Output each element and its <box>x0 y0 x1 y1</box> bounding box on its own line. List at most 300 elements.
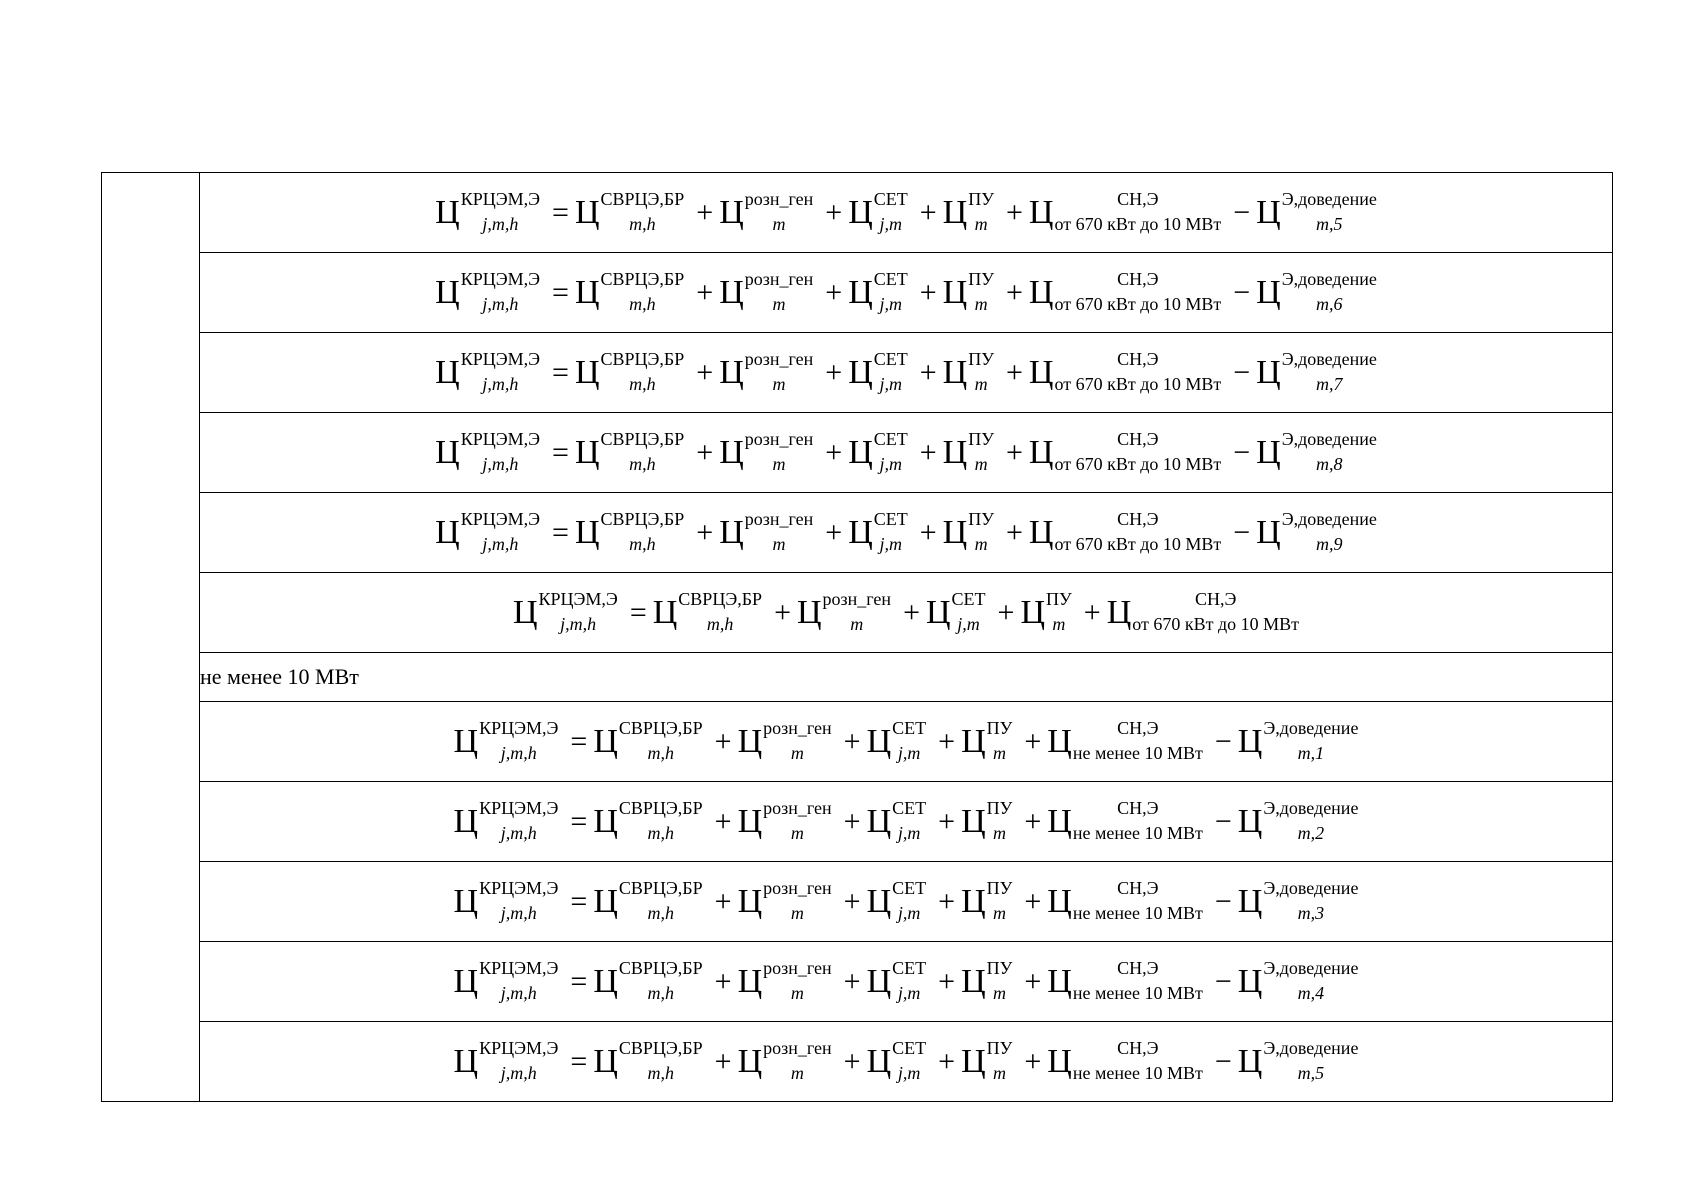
rozn-gen-superscript: розн_ген <box>822 588 892 609</box>
set-subscript: j,m <box>879 453 902 474</box>
set-subscript: j,m <box>897 902 921 923</box>
minus-sign: − <box>1233 355 1251 389</box>
rozn-gen-term <box>719 268 814 314</box>
plus-sign: + <box>1024 964 1042 998</box>
rozn-gen-subscript: m <box>790 1062 804 1083</box>
krcem-subscript: j,m,h <box>500 742 537 763</box>
plus-sign: + <box>696 275 714 309</box>
svrce-subscript: m,h <box>629 453 656 474</box>
rozn-gen-term <box>737 957 832 1003</box>
tsemma-symbol: Ц <box>961 962 986 1000</box>
rozn-gen-superscript: розн_ген <box>744 268 814 289</box>
set-term <box>866 1037 927 1083</box>
sn-subscript: не менее 10 МВт <box>1072 902 1203 923</box>
set-subscript: j,m <box>897 742 921 763</box>
rozn-gen-subscript: m <box>772 213 786 234</box>
svrce-subscript: m,h <box>629 293 656 314</box>
svrce-subscript: m,h <box>647 822 675 843</box>
tsemma-symbol: Ц <box>866 722 892 760</box>
rozn-gen-term <box>719 188 814 234</box>
tsemma-symbol: Ц <box>848 433 873 471</box>
set-subscript: j,m <box>879 373 902 394</box>
dovedenie-subscript: m,5 <box>1316 213 1343 234</box>
formula-cell <box>200 173 1613 253</box>
rozn-gen-term <box>719 348 814 394</box>
pu-superscript: ПУ <box>968 348 994 369</box>
svrce-term <box>593 1037 703 1083</box>
plus-sign: + <box>843 1044 861 1078</box>
tsemma-symbol: Ц <box>866 882 892 920</box>
svrce-subscript: m,h <box>629 373 656 394</box>
formula <box>435 428 1377 474</box>
dovedenie-term <box>1256 188 1377 234</box>
rozn-gen-term <box>719 508 814 554</box>
dovedenie-term <box>1237 797 1359 843</box>
plus-sign: + <box>825 275 843 309</box>
pu-superscript: ПУ <box>968 508 994 529</box>
table-row <box>102 942 1613 1022</box>
tsemma-symbol: Ц <box>453 882 479 920</box>
pu-subscript: m <box>1052 613 1066 634</box>
tsemma-symbol: Ц <box>593 962 618 1000</box>
formula <box>435 188 1377 234</box>
sn-superscript: СН,Э <box>1117 717 1159 738</box>
formula <box>453 1037 1359 1083</box>
equals-sign: = <box>552 355 569 389</box>
pu-term <box>1020 588 1072 634</box>
tsemma-symbol: Ц <box>574 433 600 471</box>
set-term <box>848 348 908 394</box>
tsemma-symbol: Ц <box>942 513 968 551</box>
pu-subscript: m <box>974 373 988 394</box>
svrce-term <box>574 508 685 554</box>
svrce-term <box>574 428 685 474</box>
plus-sign: + <box>997 595 1015 629</box>
krcem-term <box>453 717 559 763</box>
formula <box>435 508 1377 554</box>
pu-subscript: m <box>993 902 1006 923</box>
tsemma-symbol: Ц <box>1020 593 1046 631</box>
sn-subscript: от 670 кВт до 10 МВт <box>1054 293 1222 314</box>
pu-superscript: ПУ <box>986 717 1013 738</box>
plus-sign: + <box>825 515 843 549</box>
set-term <box>848 188 908 234</box>
rozn-gen-superscript: розн_ген <box>763 797 832 818</box>
rozn-gen-superscript: розн_ген <box>763 957 832 978</box>
formula-cell <box>200 493 1613 573</box>
sn-superscript: СН,Э <box>1117 268 1159 289</box>
pu-superscript: ПУ <box>1046 588 1072 609</box>
set-subscript: j,m <box>879 533 902 554</box>
pu-subscript: m <box>974 533 988 554</box>
tsemma-symbol: Ц <box>1028 433 1054 471</box>
plus-sign: + <box>714 724 732 758</box>
rozn-gen-subscript: m <box>790 742 804 763</box>
pu-superscript: ПУ <box>986 957 1013 978</box>
rozn-gen-subscript: m <box>850 613 864 634</box>
formula-cell <box>200 1022 1613 1102</box>
rozn-gen-subscript: m <box>772 533 786 554</box>
rozn-gen-term <box>737 877 832 923</box>
equals-sign: = <box>570 964 588 998</box>
dovedenie-subscript: m,2 <box>1297 822 1325 843</box>
tsemma-symbol: Ц <box>1047 1042 1072 1080</box>
set-term <box>925 588 986 634</box>
dovedenie-subscript: m,7 <box>1316 373 1343 394</box>
minus-sign: − <box>1214 804 1232 838</box>
tsemma-symbol: Ц <box>719 273 744 311</box>
tsemma-symbol: Ц <box>593 1042 618 1080</box>
svrce-term <box>593 797 703 843</box>
tsemma-symbol: Ц <box>866 962 892 1000</box>
tsemma-symbol: Ц <box>453 1042 479 1080</box>
svrce-superscript: СВРЦЭ,БР <box>600 508 685 529</box>
tsemma-symbol: Ц <box>737 962 763 1000</box>
minus-sign: − <box>1233 515 1251 549</box>
rozn-gen-superscript: розн_ген <box>744 508 814 529</box>
plus-sign: + <box>696 195 714 229</box>
tsemma-symbol: Ц <box>593 722 618 760</box>
plus-sign: + <box>714 804 732 838</box>
krcem-subscript: j,m,h <box>482 533 519 554</box>
sn-subscript: от 670 кВт до 10 МВт <box>1054 453 1222 474</box>
krcem-term <box>453 797 559 843</box>
svrce-term <box>593 877 703 923</box>
rozn-gen-subscript: m <box>772 373 786 394</box>
rozn-gen-term <box>796 588 892 634</box>
tsemma-symbol: Ц <box>435 433 460 471</box>
tsemma-symbol: Ц <box>435 353 460 391</box>
tsemma-symbol: Ц <box>435 273 460 311</box>
sn-superscript: СН,Э <box>1117 957 1159 978</box>
set-superscript: СЕТ <box>892 957 927 978</box>
tsemma-symbol: Ц <box>1237 1042 1263 1080</box>
svrce-superscript: СВРЦЭ,БР <box>600 188 685 209</box>
krcem-superscript: КРЦЭМ,Э <box>460 268 541 289</box>
sn-term <box>1047 877 1203 923</box>
set-term <box>848 268 908 314</box>
tsemma-symbol: Ц <box>1237 722 1263 760</box>
set-superscript: СЕТ <box>892 877 927 898</box>
tsemma-symbol: Ц <box>719 433 744 471</box>
dovedenie-term <box>1256 348 1377 394</box>
krcem-term <box>435 188 541 234</box>
krcem-term <box>453 957 559 1003</box>
equals-sign: = <box>570 724 588 758</box>
set-term <box>866 717 927 763</box>
pu-subscript: m <box>993 1062 1006 1083</box>
minus-sign: − <box>1214 964 1232 998</box>
tsemma-symbol: Ц <box>1028 353 1054 391</box>
krcem-term <box>435 268 541 314</box>
sn-term <box>1028 428 1222 474</box>
sn-superscript: СН,Э <box>1117 428 1159 449</box>
set-superscript: СЕТ <box>873 508 908 529</box>
plus-sign: + <box>919 435 937 469</box>
krcem-term <box>435 508 541 554</box>
rozn-gen-term <box>737 797 832 843</box>
equals-sign: = <box>552 275 569 309</box>
formula-cell <box>200 253 1613 333</box>
plus-sign: + <box>1005 355 1023 389</box>
dovedenie-superscript: Э,доведение <box>1281 268 1377 289</box>
svrce-term <box>593 717 703 763</box>
set-subscript: j,m <box>897 822 921 843</box>
svrce-superscript: СВРЦЭ,БР <box>618 717 703 738</box>
dovedenie-superscript: Э,доведение <box>1281 348 1377 369</box>
rozn-gen-superscript: розн_ген <box>744 428 814 449</box>
tsemma-symbol: Ц <box>593 802 618 840</box>
plus-sign: + <box>1005 195 1023 229</box>
table-row <box>102 493 1613 573</box>
plus-sign: + <box>919 195 937 229</box>
plus-sign: + <box>1024 1044 1042 1078</box>
svrce-superscript: СВРЦЭ,БР <box>618 957 703 978</box>
svrce-subscript: m,h <box>647 1062 675 1083</box>
pu-superscript: ПУ <box>986 877 1013 898</box>
rozn-gen-superscript: розн_ген <box>763 717 832 738</box>
minus-sign: − <box>1214 724 1232 758</box>
tsemma-symbol: Ц <box>866 802 892 840</box>
formula <box>453 957 1359 1003</box>
left-column-cell <box>102 173 200 1102</box>
sn-term <box>1047 717 1203 763</box>
sn-term <box>1047 1037 1203 1083</box>
plus-sign: + <box>938 804 956 838</box>
dovedenie-subscript: m,5 <box>1297 1062 1325 1083</box>
tsemma-symbol: Ц <box>961 1042 986 1080</box>
dovedenie-term <box>1237 1037 1359 1083</box>
dovedenie-superscript: Э,доведение <box>1263 717 1359 738</box>
table-row <box>102 862 1613 942</box>
pu-term <box>942 508 994 554</box>
minus-sign: − <box>1233 195 1251 229</box>
krcem-subscript: j,m,h <box>500 982 537 1003</box>
pu-subscript: m <box>974 453 988 474</box>
table-row <box>102 573 1613 653</box>
rozn-gen-subscript: m <box>772 453 786 474</box>
set-subscript: j,m <box>957 613 980 634</box>
plus-sign: + <box>696 515 714 549</box>
sn-term <box>1047 797 1203 843</box>
svrce-subscript: m,h <box>647 742 675 763</box>
formula <box>453 877 1359 923</box>
tsemma-symbol: Ц <box>942 193 968 231</box>
rozn-gen-subscript: m <box>772 293 786 314</box>
svrce-superscript: СВРЦЭ,БР <box>618 797 703 818</box>
sn-subscript: не менее 10 МВт <box>1072 822 1203 843</box>
krcem-term <box>435 428 541 474</box>
formula <box>453 797 1359 843</box>
krcem-subscript: j,m,h <box>500 822 537 843</box>
formula-cell <box>200 413 1613 493</box>
tsemma-symbol: Ц <box>848 273 873 311</box>
sn-term <box>1028 268 1222 314</box>
rozn-gen-subscript: m <box>790 822 804 843</box>
svrce-superscript: СВРЦЭ,БР <box>600 268 685 289</box>
tsemma-symbol: Ц <box>942 353 968 391</box>
tsemma-symbol: Ц <box>1047 722 1072 760</box>
svrce-superscript: СВРЦЭ,БР <box>618 877 703 898</box>
rozn-gen-superscript: розн_ген <box>763 1037 832 1058</box>
sn-subscript: не менее 10 МВт <box>1072 742 1203 763</box>
tsemma-symbol: Ц <box>1106 593 1132 631</box>
svrce-subscript: m,h <box>647 902 675 923</box>
svrce-superscript: СВРЦЭ,БР <box>618 1037 703 1058</box>
minus-sign: − <box>1233 435 1251 469</box>
pu-superscript: ПУ <box>986 1037 1013 1058</box>
tsemma-symbol: Ц <box>453 722 479 760</box>
plus-sign: + <box>1005 515 1023 549</box>
dovedenie-term <box>1256 428 1377 474</box>
tsemma-symbol: Ц <box>1047 882 1072 920</box>
tsemma-symbol: Ц <box>574 273 600 311</box>
krcem-superscript: КРЦЭМ,Э <box>460 188 541 209</box>
plus-sign: + <box>1083 595 1101 629</box>
pu-term <box>942 268 994 314</box>
set-superscript: СЕТ <box>892 1037 927 1058</box>
formula-cell <box>200 942 1613 1022</box>
minus-sign: − <box>1214 1044 1232 1078</box>
formula-cell <box>200 782 1613 862</box>
set-superscript: СЕТ <box>892 797 927 818</box>
dovedenie-term <box>1256 268 1377 314</box>
plus-sign: + <box>714 964 732 998</box>
krcem-superscript: КРЦЭМ,Э <box>479 957 559 978</box>
tsemma-symbol: Ц <box>574 193 600 231</box>
plus-sign: + <box>843 964 861 998</box>
minus-sign: − <box>1214 884 1232 918</box>
tsemma-symbol: Ц <box>719 193 744 231</box>
equals-sign: = <box>552 515 569 549</box>
svrce-term <box>574 268 685 314</box>
dovedenie-superscript: Э,доведение <box>1281 508 1377 529</box>
table-row <box>102 653 1613 702</box>
pu-term <box>942 188 994 234</box>
sn-superscript: СН,Э <box>1117 188 1159 209</box>
dovedenie-superscript: Э,доведение <box>1281 188 1377 209</box>
tsemma-symbol: Ц <box>737 1042 763 1080</box>
set-term <box>848 428 908 474</box>
table-row <box>102 1022 1613 1102</box>
svrce-superscript: СВРЦЭ,БР <box>600 428 685 449</box>
sn-superscript: СН,Э <box>1117 1037 1159 1058</box>
dovedenie-term <box>1237 877 1359 923</box>
plus-sign: + <box>825 435 843 469</box>
tsemma-symbol: Ц <box>574 513 600 551</box>
dovedenie-superscript: Э,доведение <box>1263 797 1359 818</box>
plus-sign: + <box>938 1044 956 1078</box>
dovedenie-superscript: Э,доведение <box>1263 957 1359 978</box>
set-subscript: j,m <box>879 213 902 234</box>
formula-cell <box>200 862 1613 942</box>
plus-sign: + <box>1005 275 1023 309</box>
set-superscript: СЕТ <box>951 588 986 609</box>
plus-sign: + <box>919 355 937 389</box>
svrce-subscript: m,h <box>629 213 656 234</box>
tsemma-symbol: Ц <box>737 722 763 760</box>
rozn-gen-superscript: розн_ген <box>763 877 832 898</box>
rozn-gen-term <box>737 1037 832 1083</box>
tsemma-symbol: Ц <box>737 882 763 920</box>
tsemma-symbol: Ц <box>1256 273 1281 311</box>
dovedenie-subscript: m,1 <box>1297 742 1325 763</box>
tsemma-symbol: Ц <box>1237 802 1263 840</box>
rozn-gen-term <box>719 428 814 474</box>
tsemma-symbol: Ц <box>942 273 968 311</box>
tsemma-symbol: Ц <box>737 802 763 840</box>
tsemma-symbol: Ц <box>574 353 600 391</box>
krcem-superscript: КРЦЭМ,Э <box>460 348 541 369</box>
rozn-gen-term <box>737 717 832 763</box>
krcem-superscript: КРЦЭМ,Э <box>479 877 559 898</box>
svrce-term <box>574 348 685 394</box>
krcem-subscript: j,m,h <box>560 613 597 634</box>
rozn-gen-superscript: розн_ген <box>744 348 814 369</box>
tsemma-symbol: Ц <box>719 513 744 551</box>
tsemma-symbol: Ц <box>1256 193 1281 231</box>
krcem-subscript: j,m,h <box>500 1062 537 1083</box>
dovedenie-subscript: m,3 <box>1297 902 1325 923</box>
rozn-gen-subscript: m <box>790 902 804 923</box>
plus-sign: + <box>825 355 843 389</box>
sn-subscript: от 670 кВт до 10 МВт <box>1054 373 1222 394</box>
pu-superscript: ПУ <box>986 797 1013 818</box>
krcem-subscript: j,m,h <box>482 373 519 394</box>
table-row <box>102 253 1613 333</box>
table-row <box>102 333 1613 413</box>
tsemma-symbol: Ц <box>1028 193 1054 231</box>
svrce-subscript: m,h <box>706 613 734 634</box>
sn-subscript: от 670 кВт до 10 МВт <box>1132 613 1300 634</box>
krcem-superscript: КРЦЭМ,Э <box>460 508 541 529</box>
tsemma-symbol: Ц <box>1256 353 1281 391</box>
plus-sign: + <box>696 355 714 389</box>
sn-superscript: СН,Э <box>1117 348 1159 369</box>
plus-sign: + <box>843 724 861 758</box>
krcem-term <box>512 588 618 634</box>
sn-term <box>1047 957 1203 1003</box>
krcem-term <box>453 1037 559 1083</box>
formula <box>512 588 1300 634</box>
krcem-subscript: j,m,h <box>500 902 537 923</box>
dovedenie-superscript: Э,доведение <box>1281 428 1377 449</box>
krcem-subscript: j,m,h <box>482 293 519 314</box>
krcem-superscript: КРЦЭМ,Э <box>479 797 559 818</box>
table-row <box>102 782 1613 862</box>
formula <box>435 268 1377 314</box>
plus-sign: + <box>714 884 732 918</box>
tsemma-symbol: Ц <box>453 802 479 840</box>
set-term <box>866 797 927 843</box>
sn-superscript: СН,Э <box>1117 797 1159 818</box>
set-subscript: j,m <box>897 1062 921 1083</box>
svrce-term <box>652 588 763 634</box>
tsemma-symbol: Ц <box>512 593 538 631</box>
pu-superscript: ПУ <box>968 428 994 449</box>
plus-sign: + <box>919 515 937 549</box>
pu-subscript: m <box>993 822 1006 843</box>
sn-subscript: от 670 кВт до 10 МВт <box>1054 533 1222 554</box>
tsemma-symbol: Ц <box>961 802 986 840</box>
dovedenie-subscript: m,6 <box>1316 293 1343 314</box>
dovedenie-superscript: Э,доведение <box>1263 1037 1359 1058</box>
pu-term <box>942 428 994 474</box>
tsemma-symbol: Ц <box>1028 513 1054 551</box>
equals-sign: = <box>570 884 588 918</box>
plus-sign: + <box>1024 884 1042 918</box>
tsemma-symbol: Ц <box>453 962 479 1000</box>
